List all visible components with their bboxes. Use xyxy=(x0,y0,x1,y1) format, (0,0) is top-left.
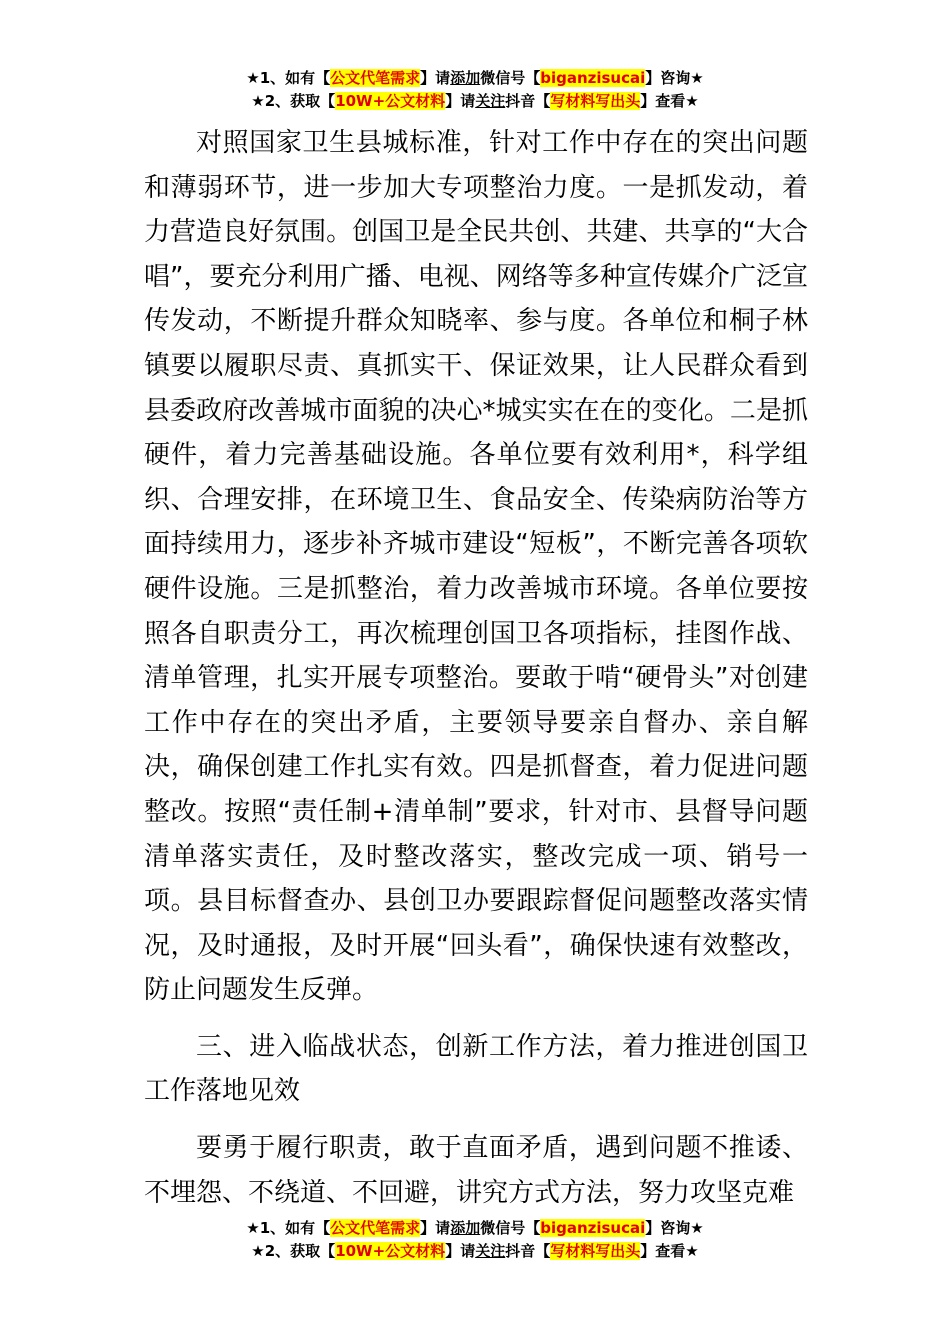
promo-line-1: ★1、如有【公文代笔需求】请添加微信号【biganzisucai】咨询★ xyxy=(246,1219,704,1237)
highlight-douyin-account: 写材料写出头 xyxy=(550,92,641,110)
highlight-wechat-id: biganzisucai xyxy=(540,1219,646,1237)
highlight-service: 公文代笔需求 xyxy=(330,69,421,87)
highlight-douyin-account: 写材料写出头 xyxy=(550,1242,641,1260)
highlight-service: 公文代笔需求 xyxy=(330,1219,421,1237)
highlight-wechat-id: biganzisucai xyxy=(540,69,646,87)
promo-line-2: ★2、获取【10W+公文材料】请关注抖音【写材料写出头】查看★ xyxy=(251,1242,699,1260)
body-paragraph: 对照国家卫生县城标准，针对工作中存在的突出问题和薄弱环节，进一步加大专项整治力度。一是抓发动，着力营造良好氛围。创国卫是全民共创、共建、共享的“大合唱”，要充分利用广播、电视、网络等多种宣传媒介广泛宣传发动，不断提升群众知晓率、参与度。各单位和桐子林镇要以履职尽责、真抓实干、保证效果，让人民群众看到县委政府改善城市面貌的决心*城实实在在的变化。二是抓硬件，着力完善基础设施。各单位要有效利用*，科学组织、合理安排，在环境卫生、食品安全、传染病防治等方面持续用力，逐步补齐城市建设“短板”，不断完善各项软硬件设施。三是抓整治，着力改善城市环境。各单位要按照各自职责分工，再次梳理创国卫各项指标，挂图作战、清单管理，扎实开展专项整治。要敢于啃“硬骨头”对创建工作中存在的突出矛盾，主要领导要亲自督办、亲自解决，确保创建工作扎实有效。四是抓督查，着力促进问题整改。按照“责任制+清单制”要求，针对市、县督导问题清单落实责任，及时整改落实，整改完成一项、销号一项。县目标督查办、县创卫办要跟踪督促问题整改落实情况，及时通报，及时开展“回头看”，确保快速有效整改，防止问题发生反弹。 xyxy=(144,128,808,1006)
highlight-materials: 10W+公文材料 xyxy=(335,92,446,110)
promo-banner-top xyxy=(0,67,950,113)
document-body xyxy=(144,121,808,1215)
promo-line-2: ★2、获取【10W+公文材料】请关注抖音【写材料写出头】查看★ xyxy=(251,92,699,110)
section-heading: 三、进入临战状态，创新工作方法，着力推进创国卫工作落地见效 xyxy=(144,1031,808,1107)
promo-line-1: ★1、如有【公文代笔需求】请添加微信号【biganzisucai】咨询★ xyxy=(246,69,704,87)
body-paragraph: 要勇于履行职责，敢于直面矛盾，遇到问题不推诿、不埋怨、不绕道、不回避，讲究方式方法，努力攻坚克难 xyxy=(144,1133,808,1208)
promo-banner-bottom xyxy=(0,1217,950,1263)
highlight-materials: 10W+公文材料 xyxy=(335,1242,446,1260)
